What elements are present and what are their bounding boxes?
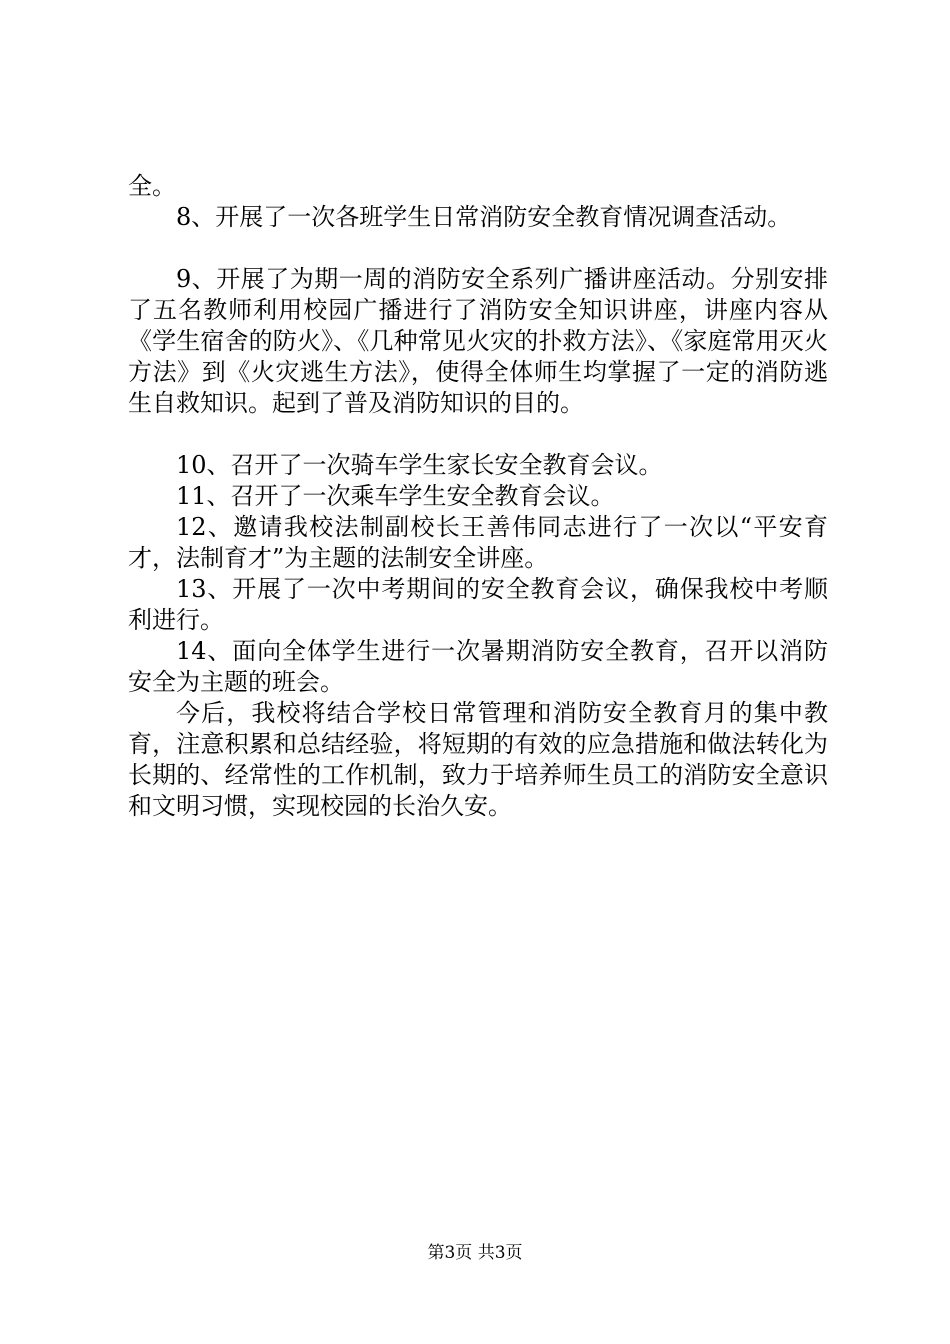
page-number-footer: 第3页 共3页 bbox=[427, 1243, 523, 1263]
paragraph-item-14: 14、面向全体学生进行一次暑期消防安全教育，召开以消防安全为主题的班会。 bbox=[128, 637, 828, 696]
paragraph-item-11: 11、召开了一次乘车学生安全教育会议。 bbox=[176, 482, 615, 510]
paragraph-conclusion: 今后，我校将结合学校日常管理和消防安全教育月的集中教育，注意积累和总结经验，将短期的有效的应急措施和做法转化为长期的、经常性的工作机制，致力于培养师生员工的消防安全意识和文明习惯，实现校园的长治久安。 bbox=[128, 699, 828, 820]
paragraph-item-10: 10、召开了一次骑车学生家长安全教育会议。 bbox=[176, 451, 663, 479]
paragraph-continuation: 全。 bbox=[128, 172, 176, 200]
paragraph-item-8: 8、开展了一次各班学生日常消防安全教育情况调查活动。 bbox=[176, 203, 792, 231]
paragraph-item-13: 13、开展了一次中考期间的安全教育会议，确保我校中考顺利进行。 bbox=[128, 575, 828, 634]
document-body bbox=[128, 171, 828, 822]
paragraph-item-12: 12、邀请我校法制副校长王善伟同志进行了一次以“平安育才，法制育才”为主题的法制安全讲座。 bbox=[128, 513, 828, 572]
paragraph-item-9: 9、开展了为期一周的消防安全系列广播讲座活动。分别安排了五名教师利用校园广播进行了消防安全知识讲座，讲座内容从《学生宿舍的防火》、《几种常见火灾的扑救方法》、《家庭常用灭火方法》到《火灾逃生方法》，使得全体师生均掌握了一定的消防逃生自救知识。起到了普及消防知识的目的。 bbox=[128, 265, 828, 417]
